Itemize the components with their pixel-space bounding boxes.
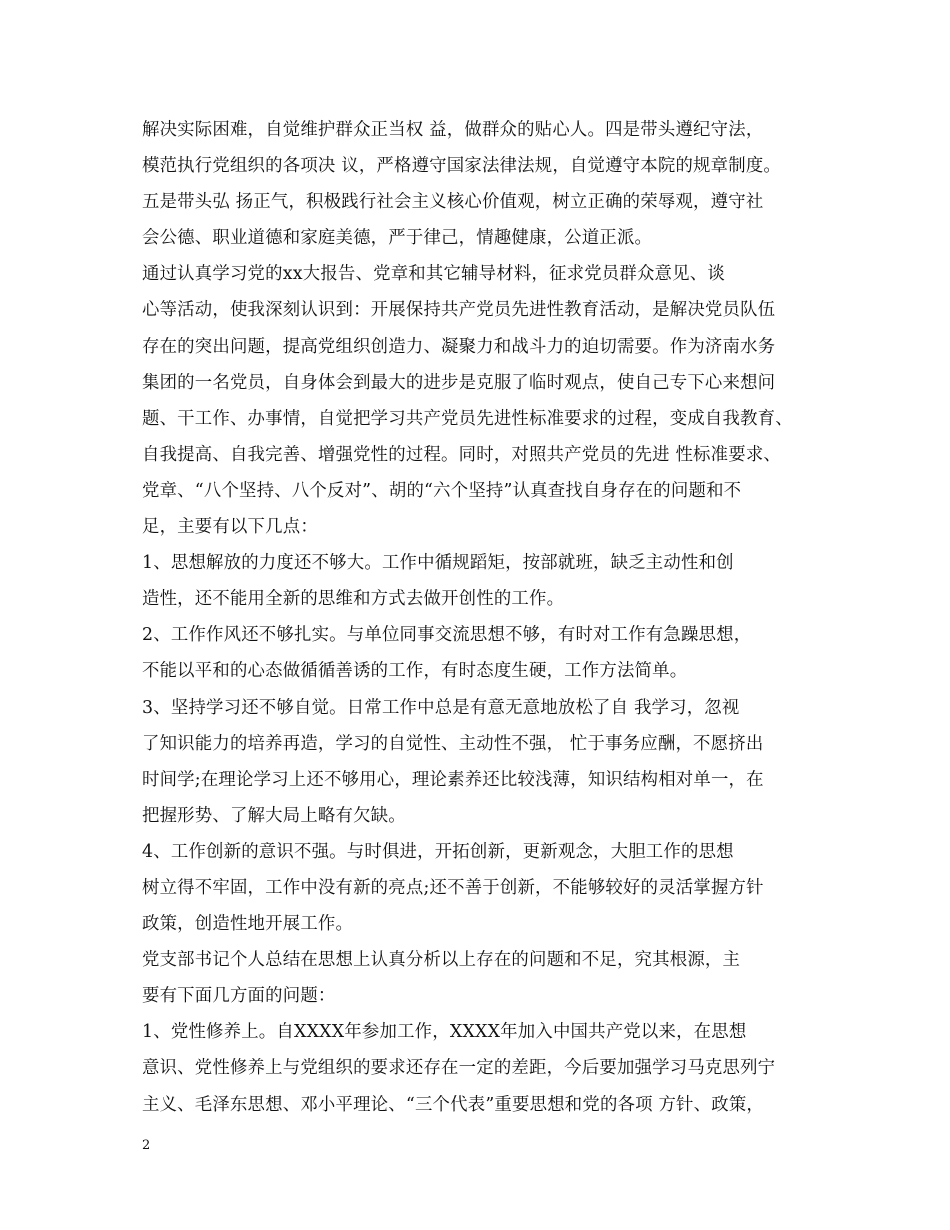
text-line: 1、党性修养上。自XXXX年参加工作，XXXX年加入中国共产党以来，在思想 <box>142 1022 747 1043</box>
text-line: 党支部书记个人总结在思想上认真分析以上存在的问题和不足，究其根源，主 <box>142 950 741 971</box>
text-line: 意识、党性修养上与党组织的要求还存在一定的差距，今后要加强学习马克思列宁 <box>142 1058 776 1079</box>
text-line: 1、思想解放的力度还不够大。工作中循规蹈矩，按部就班，缺乏主动性和创 <box>142 553 734 574</box>
text-line: 了知识能力的培养再造，学习的自觉性、主动性不强， 忙于事务应酬，不愿挤出 <box>142 733 764 754</box>
text-line: 五是带头弘 扬正气，积极践行社会主义核心价值观，树立正确的荣辱观，遵守社 <box>142 192 764 213</box>
text-line: 把握形势、了解大局上略有欠缺。 <box>142 805 406 826</box>
text-line: 通过认真学习党的xx大报告、党章和其它辅导材料，征求党员群众意见、谈 <box>142 264 725 285</box>
text-line: 模范执行党组织的各项决 议，严格遵守国家法律法规，自觉遵守本院的规章制度。 <box>142 156 781 177</box>
text-line: 足，主要有以下几点： <box>142 517 318 538</box>
text-line: 2、工作作风还不够扎实。与单位同事交流思想不够，有时对工作有急躁思想， <box>142 625 752 646</box>
text-line: 不能以平和的心态做循循善诱的工作，有时态度生硬，工作方法简单。 <box>142 661 688 682</box>
text-line: 解决实际困难，自觉维护群众正当权 益，做群众的贴心人。四是带头遵纪守法， <box>142 120 764 140</box>
text-line: 题、干工作、办事情，自觉把学习共产党员先进性标准要求的过程，变成自我教育、 <box>142 408 793 429</box>
text-line: 存在的突出问题，提高党组织创造力、凝聚力和战斗力的迫切需要。作为济南水务 <box>142 336 776 357</box>
text-line: 4、工作创新的意识不强。与时俱进，开拓创新，更新观念，大胆工作的思想 <box>142 841 734 862</box>
text-line: 造性，还不能用全新的思维和方式去做开创性的工作。 <box>142 589 565 610</box>
text-line: 会公德、职业道德和家庭美德，严于律己，情趣健康，公道正派。 <box>142 228 653 249</box>
text-line: 自我提高、自我完善、增强党性的过程。同时，对照共产党员的先进 性标准要求、 <box>142 444 781 465</box>
text-line: 3、坚持学习还不够自觉。日常工作中总是有意无意地放松了自 我学习，忽视 <box>142 697 740 718</box>
text-line: 主义、毛泽东思想、邓小平理论、“三个代表”重要思想和党的各项 方针、政策， <box>142 1094 764 1115</box>
text-line: 集团的一名党员，自身体会到最大的进步是克服了临时观点，使自己专下心来想问 <box>142 372 776 393</box>
text-line: 时间学;在理论学习上还不够用心，理论素养还比较浅薄，知识结构相对单一，在 <box>142 769 764 790</box>
body-text <box>142 112 842 1123</box>
text-line: 要有下面几方面的问题： <box>142 986 336 1007</box>
text-line: 政策，创造性地开展工作。 <box>142 914 354 935</box>
text-line: 树立得不牢固，工作中没有新的亮点;还不善于创新，不能够较好的灵活掌握方针 <box>142 877 764 898</box>
page-number: 2 <box>142 1138 151 1153</box>
text-line: 心等活动，使我深刻认识到：开展保持共产党员先进性教育活动，是解决党员队伍 <box>142 300 776 321</box>
text-line: 党章、“八个坚持、八个反对”、胡的“六个坚持”认真查找自身存在的问题和不 <box>142 480 742 501</box>
